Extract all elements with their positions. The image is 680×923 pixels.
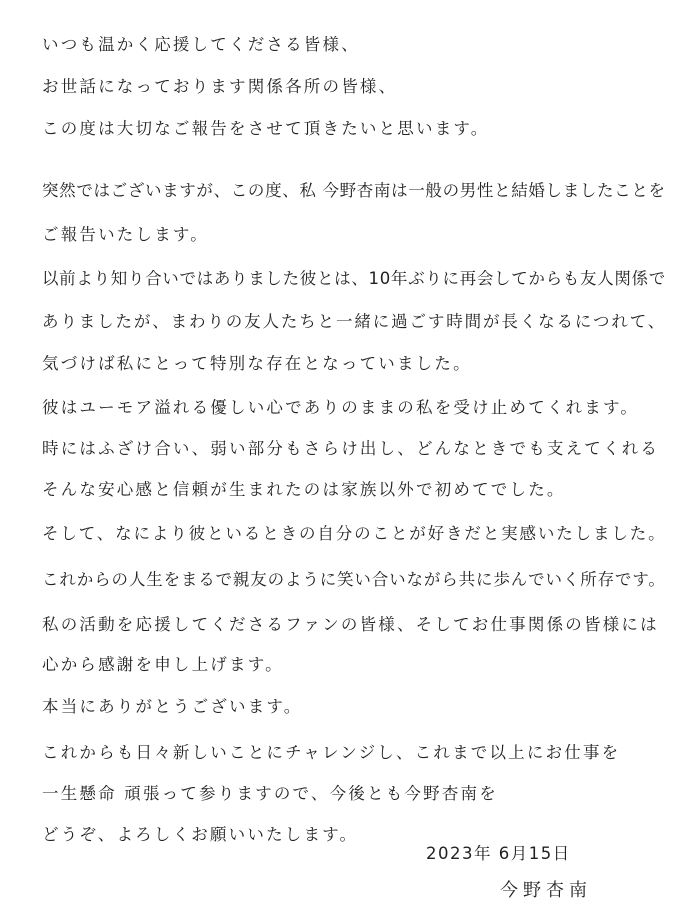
letter-line-future: これからの人生をまるで親友のように笑い合いながら共に歩んでいく所存です。 [42,570,666,589]
letter-line-closing-2: 一生懸命 頑張って参りますので、今後とも今野杏南を [42,784,498,803]
letter-line-intro: この度は大切なご報告をさせて頂きたいと思います。 [42,119,490,138]
letter-signature: 今野杏南 [500,880,592,901]
letter-line-closing-1: これからも日々新しいことにチャレンジし、これまで以上にお仕事を [42,743,621,762]
letter-line-closing-3: どうぞ、よろしくお願いいたします。 [42,825,359,844]
letter-line-body-7: そして、なにより彼といるときの自分のことが好きだと実感いたしました。 [42,524,667,543]
letter-line-body-5: 時にはふざけ合い、弱い部分もさらけ出し、どんなときでも支えてくれる [42,439,660,458]
letter-line-announcement: 突然ではございますが、この度、私 今野杏南は一般の男性と結婚しましたことを [42,181,666,200]
letter-line-body-2: ありましたが、まわりの友人たちと一緒に過ごす時間が長くなるにつれて、 [42,312,667,331]
letter-line-thanks-2: 心から感謝を申し上げます。 [42,655,284,674]
letter-line-body-4: 彼はユーモア溢れる優しい心でありのままの私を受け止めてくれます。 [42,398,640,417]
letter-line-greeting-fans: いつも温かく応援してくださる皆様、 [42,35,360,54]
letter-line-thanks-1: 私の活動を応援してくださるファンの皆様、そしてお仕事関係の皆様には [42,615,659,634]
letter-line-thanks-3: 本当にありがとうございます。 [42,697,303,716]
letter-line-body-6: そんな安心感と信頼が生まれたのは家族以外で初めてでした。 [42,480,566,499]
letter-date: 2023年 6月15日 [426,844,571,863]
letter-line-body-3: 気づけば私にとって特別な存在となっていました。 [42,354,472,373]
letter-line-greeting-partners: お世話になっております関係各所の皆様、 [42,77,398,96]
letter-line-body-1: 以前より知り合いではありました彼とは、10年ぶりに再会してからも友人関係で [42,269,666,288]
letter-line-announcement-end: ご報告いたします。 [42,225,209,244]
